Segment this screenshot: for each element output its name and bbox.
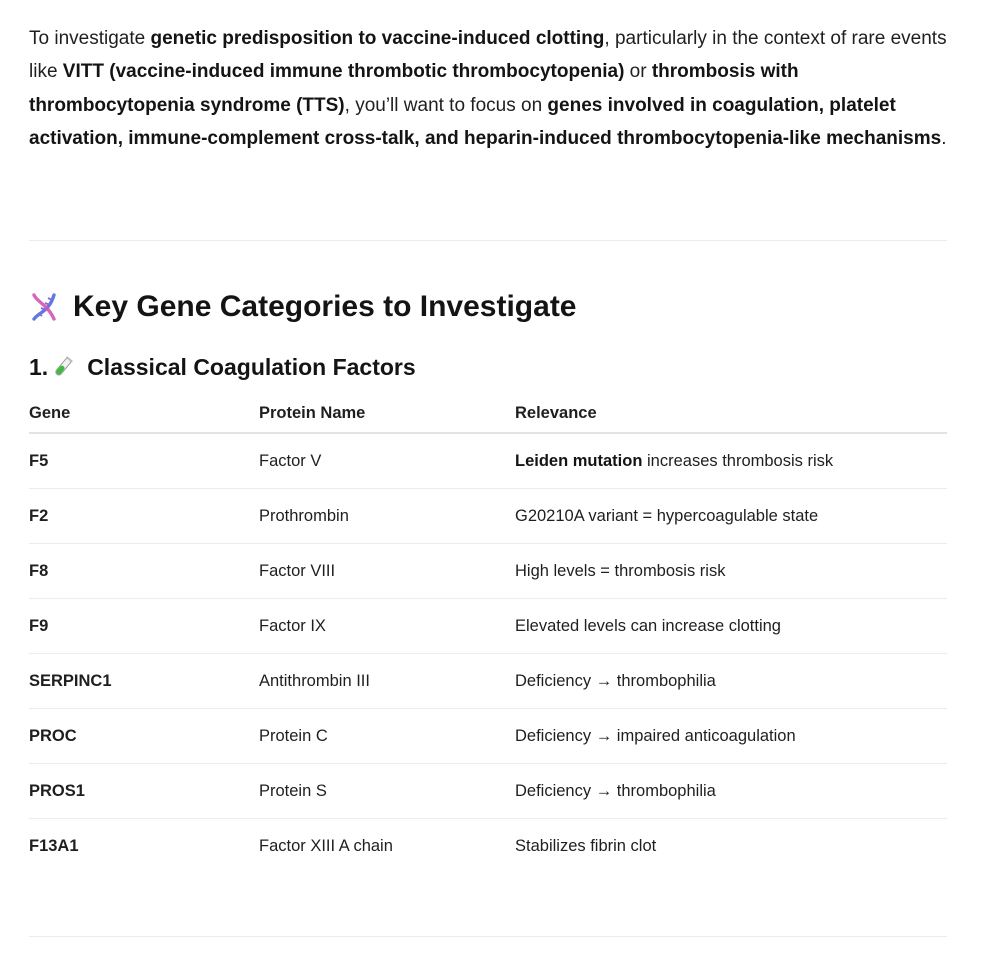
gene-cell: F5 <box>29 433 259 489</box>
subsection-title: Classical Coagulation Factors <box>87 353 416 380</box>
column-header-protein: Protein Name <box>259 394 515 433</box>
subsection-number: 1. <box>29 353 49 380</box>
table-row <box>29 709 947 764</box>
divider <box>29 936 947 937</box>
gene-cell: F2 <box>29 489 259 544</box>
gene-cell: PROS1 <box>29 764 259 819</box>
table-row <box>29 544 947 599</box>
intro-text: . <box>941 127 947 149</box>
protein-cell: Protein S <box>259 764 515 819</box>
gene-cell: SERPINC1 <box>29 654 259 709</box>
relevance-cell <box>515 544 947 599</box>
intro-emphasis: genes involved in coagulation, platelet activation, immune-complement cross-talk, and heparin-induced thrombocytopenia-like mechanisms <box>29 94 942 149</box>
relevance-text: Elevated levels can increase clotting <box>515 616 781 635</box>
gene-cell: F8 <box>29 544 259 599</box>
relevance-cell <box>515 709 947 764</box>
relevance-cell <box>515 819 947 874</box>
intro-paragraph <box>29 22 947 155</box>
intro-text: , you’ll want to focus on <box>344 94 548 116</box>
section-heading <box>29 286 577 328</box>
relevance-cell <box>515 599 947 654</box>
table-header-row <box>29 394 947 433</box>
table-row <box>29 764 947 819</box>
protein-cell: Factor XIII A chain <box>259 836 393 855</box>
relevance-text: High levels = thrombosis risk <box>515 561 726 580</box>
column-header-relevance: Relevance <box>515 394 947 433</box>
relevance-cell <box>515 654 947 709</box>
relevance-text: increases thrombosis risk <box>642 451 834 470</box>
intro-text: , particularly in the context of rare events like <box>29 28 947 83</box>
protein-cell: Factor V <box>259 433 515 489</box>
table-row <box>29 819 947 874</box>
subsection-heading <box>29 350 416 384</box>
intro-text: or <box>624 61 652 83</box>
protein-cell: Antithrombin III <box>259 654 515 709</box>
relevance-text: Deficiency → thrombophilia <box>515 671 716 690</box>
section-title: Key Gene Categories to Investigate <box>73 290 577 323</box>
relevance-text: Stabilizes fibrin clot <box>515 836 657 855</box>
relevance-text: G20210A variant = hypercoagulable state <box>515 506 819 525</box>
dna-icon <box>29 292 59 322</box>
test-tube-icon <box>52 356 74 378</box>
table-row <box>29 433 947 489</box>
relevance-text: Deficiency → impaired anticoagulation <box>515 726 796 745</box>
relevance-cell <box>515 764 947 819</box>
divider <box>29 240 947 241</box>
relevance-cell <box>515 433 947 489</box>
gene-cell: PROC <box>29 709 259 764</box>
intro-emphasis: thrombosis with thrombocytopenia syndrome (TTS) <box>29 61 799 116</box>
relevance-cell <box>515 489 947 544</box>
relevance-emphasis: Leiden mutation <box>515 451 643 470</box>
intro-block <box>29 22 947 155</box>
table-row <box>29 489 947 544</box>
gene-table <box>29 394 947 873</box>
gene-cell: F13A1 <box>29 836 79 855</box>
intro-text: To investigate <box>29 28 151 49</box>
protein-cell: Protein C <box>259 709 515 764</box>
table-row <box>29 654 947 709</box>
protein-cell: Prothrombin <box>259 489 515 544</box>
relevance-text: Deficiency → thrombophilia <box>515 781 716 800</box>
column-header-gene: Gene <box>29 394 259 433</box>
intro-emphasis: genetic predisposition to vaccine-induced clotting <box>150 28 605 49</box>
protein-cell: Factor VIII <box>259 544 515 599</box>
table-row <box>29 599 947 654</box>
intro-emphasis: VITT (vaccine-induced immune thrombotic thrombocytopenia) <box>62 61 625 83</box>
protein-cell: Factor IX <box>259 599 515 654</box>
gene-cell: F9 <box>29 599 259 654</box>
